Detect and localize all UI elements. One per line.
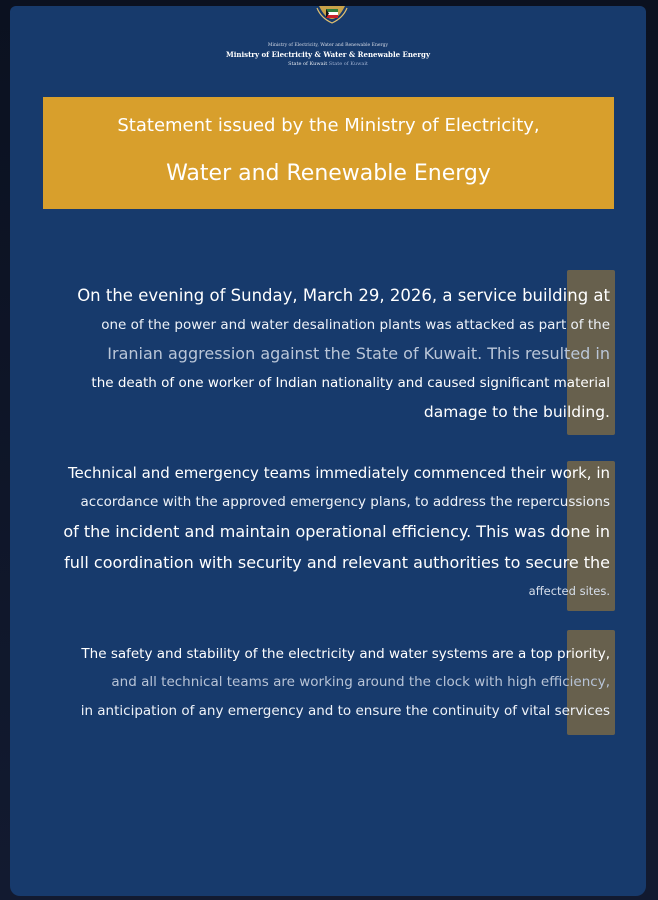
- header-small-line: Ministry of Electricity, Water and Renewable Energy: [267, 43, 389, 48]
- paragraph-line: full coordination with security and relevant authorities to secure the: [64, 553, 610, 572]
- kuwait-emblem-icon: [315, 6, 349, 28]
- paragraph-line: damage to the building.: [423, 403, 610, 421]
- paragraph-line: Technical and emergency teams immediately commenced their work, in: [67, 464, 610, 482]
- paragraph-line: The safety and stability of the electricity and water systems are a top priority,: [81, 646, 610, 662]
- header-state-text: State of Kuwait: [288, 61, 328, 67]
- paragraph-line: one of the power and water desalination plants was attacked as part of the: [101, 317, 610, 333]
- title-line-2: Water and Renewable Energy: [166, 161, 491, 186]
- paragraph-line: the death of one worker of Indian nationality and caused significant material: [91, 375, 610, 391]
- paragraph-line: in anticipation of any emergency and to ensure the continuity of vital services: [80, 703, 610, 719]
- title-banner: [43, 97, 614, 209]
- header-state-alt-text: State of Kuwait: [328, 61, 368, 67]
- paragraph-line: and all technical teams are working around the clock with high efficiency,: [111, 674, 610, 690]
- title-line-1: Statement issued by the Ministry of Electricity,: [117, 115, 540, 136]
- paragraph-line: Iranian aggression against the State of Kuwait. This resulted in: [107, 344, 610, 363]
- ministry-header: [210, 42, 446, 68]
- statement-page: [10, 6, 646, 896]
- paragraph-line: affected sites.: [528, 584, 610, 598]
- paragraph-line: of the incident and maintain operational efficiency. This was done in: [63, 522, 610, 541]
- paragraph-1: [30, 281, 610, 427]
- paragraph-2: [30, 458, 610, 604]
- paragraph-line: accordance with the approved emergency plans, to address the repercussions: [80, 494, 610, 510]
- header-ministry-name: Ministry of Electricity & Water & Renewable Energy: [225, 50, 431, 59]
- paragraph-3: [30, 640, 610, 726]
- header-state-line: [210, 60, 446, 68]
- paragraph-line: On the evening of Sunday, March 29, 2026, a service building at: [77, 286, 610, 305]
